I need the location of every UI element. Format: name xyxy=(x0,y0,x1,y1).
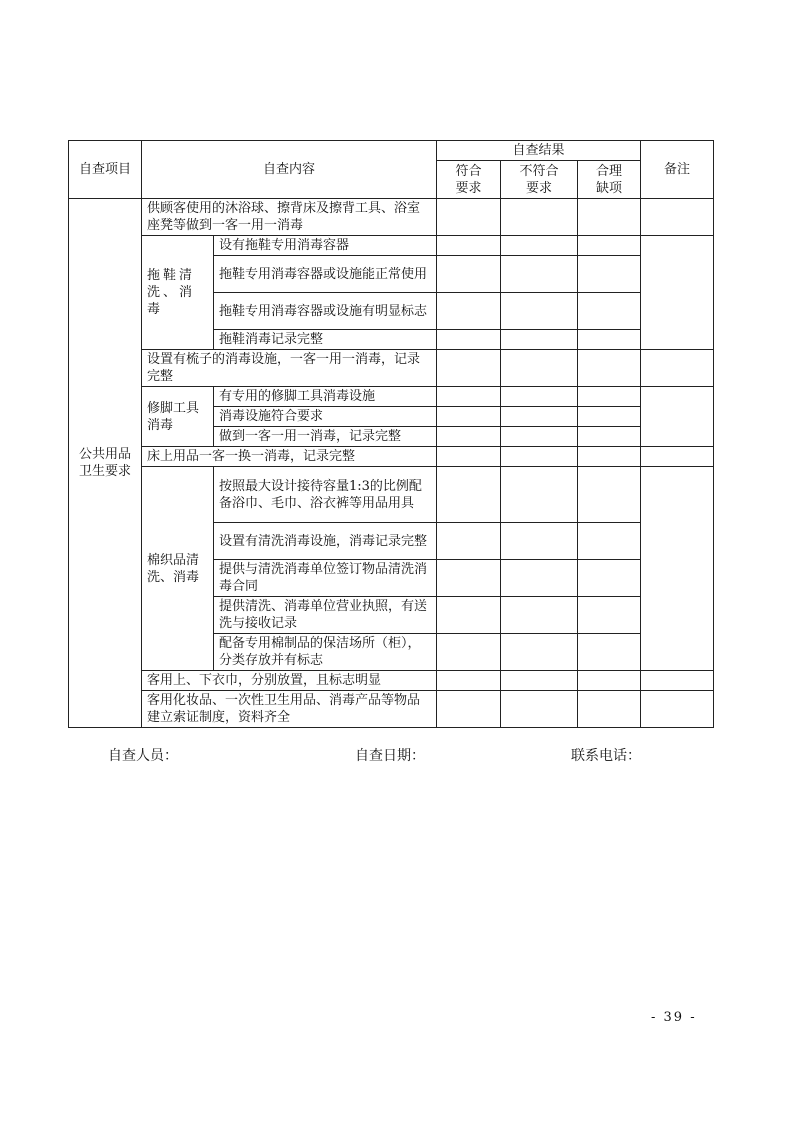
inspector-label: 自查人员： xyxy=(108,748,178,764)
cell-nonconform[interactable] xyxy=(501,199,578,236)
cell-conform[interactable] xyxy=(437,199,501,236)
cell-na[interactable] xyxy=(578,387,641,407)
cell-nonconform[interactable] xyxy=(501,407,578,427)
page-number: - 39 - xyxy=(651,1010,697,1025)
pedicure-item: 有专用的修脚工具消毒设施 xyxy=(214,387,437,407)
cell-nonconform[interactable] xyxy=(501,330,578,350)
slipper-item: 拖鞋消毒记录完整 xyxy=(214,330,437,350)
cell-na[interactable] xyxy=(578,293,641,330)
cell-na[interactable] xyxy=(578,256,641,293)
cell-nonconform[interactable] xyxy=(501,350,578,387)
cell-nonconform[interactable] xyxy=(501,427,578,447)
cell-na[interactable] xyxy=(578,467,641,523)
cell-na[interactable] xyxy=(578,634,641,671)
cell-nonconform[interactable] xyxy=(501,597,578,634)
cell-conform[interactable] xyxy=(437,671,501,691)
date-label: 自查日期： xyxy=(355,748,425,764)
header-result-na: 合理 缺项 xyxy=(578,161,641,199)
cell-nonconform[interactable] xyxy=(501,634,578,671)
row-guest-clothes: 客用上、下衣巾，分别放置，且标志明显 xyxy=(142,671,437,691)
cell-remark[interactable] xyxy=(641,236,714,350)
cell-remark[interactable] xyxy=(641,199,714,236)
cell-na[interactable] xyxy=(578,330,641,350)
cell-conform[interactable] xyxy=(437,634,501,671)
cell-nonconform[interactable] xyxy=(501,560,578,597)
cell-remark[interactable] xyxy=(641,350,714,387)
cell-conform[interactable] xyxy=(437,597,501,634)
cell-conform[interactable] xyxy=(437,330,501,350)
cell-na[interactable] xyxy=(578,523,641,560)
cell-nonconform[interactable] xyxy=(501,387,578,407)
cell-na[interactable] xyxy=(578,199,641,236)
cell-na[interactable] xyxy=(578,350,641,387)
cell-conform[interactable] xyxy=(437,467,501,523)
cell-conform[interactable] xyxy=(437,407,501,427)
cell-nonconform[interactable] xyxy=(501,256,578,293)
slipper-item: 设有拖鞋专用消毒容器 xyxy=(214,236,437,256)
cell-na[interactable] xyxy=(578,671,641,691)
linen-item: 提供清洗、消毒单位营业执照，有送洗与接收记录 xyxy=(214,597,437,634)
category-cell: 公共用品 卫生要求 xyxy=(69,199,142,728)
header-result-conform: 符合 要求 xyxy=(437,161,501,199)
cell-na[interactable] xyxy=(578,560,641,597)
linen-item: 配备专用棉制品的保洁场所（柜），分类存放并有标志 xyxy=(214,634,437,671)
cell-na[interactable] xyxy=(578,447,641,467)
cell-na[interactable] xyxy=(578,407,641,427)
cell-conform[interactable] xyxy=(437,387,501,407)
header-content: 自查内容 xyxy=(142,141,437,199)
cell-nonconform[interactable] xyxy=(501,691,578,728)
linen-item: 按照最大设计接待容量1:3的比例配备浴巾、毛巾、浴衣裤等用品用具 xyxy=(214,467,437,523)
pedicure-group-label: 修脚工具 消毒 xyxy=(142,387,214,447)
cell-nonconform[interactable] xyxy=(501,671,578,691)
cell-na[interactable] xyxy=(578,597,641,634)
cell-conform[interactable] xyxy=(437,447,501,467)
self-inspection-table xyxy=(68,140,714,728)
cell-na[interactable] xyxy=(578,427,641,447)
row-bath-tools: 供顾客使用的沐浴球、擦背床及擦背工具、浴室座凳等做到一客一用一消毒 xyxy=(142,199,437,236)
header-result: 自查结果 xyxy=(437,141,641,161)
cell-nonconform[interactable] xyxy=(501,293,578,330)
cell-nonconform[interactable] xyxy=(501,236,578,256)
cell-conform[interactable] xyxy=(437,256,501,293)
row-bedding: 床上用品一客一换一消毒，记录完整 xyxy=(142,447,437,467)
cell-remark[interactable] xyxy=(641,691,714,728)
cell-conform[interactable] xyxy=(437,427,501,447)
cell-conform[interactable] xyxy=(437,523,501,560)
slipper-group-label: 拖鞋清 洗、消毒 xyxy=(142,236,214,350)
cell-conform[interactable] xyxy=(437,293,501,330)
cell-conform[interactable] xyxy=(437,236,501,256)
row-cosmetics: 客用化妆品、一次性卫生用品、消毒产品等物品建立索证制度，资料齐全 xyxy=(142,691,437,728)
phone-label: 联系电话： xyxy=(571,748,641,764)
cell-na[interactable] xyxy=(578,236,641,256)
cell-remark[interactable] xyxy=(641,447,714,467)
linen-item: 提供与清洗消毒单位签订物品清洗消毒合同 xyxy=(214,560,437,597)
header-result-nonconform: 不符合 要求 xyxy=(501,161,578,199)
header-item: 自查项目 xyxy=(69,141,142,199)
linen-group-label: 棉织品清 洗、消毒 xyxy=(142,467,214,671)
cell-na[interactable] xyxy=(578,691,641,728)
cell-conform[interactable] xyxy=(437,691,501,728)
cell-conform[interactable] xyxy=(437,560,501,597)
cell-nonconform[interactable] xyxy=(501,447,578,467)
slipper-item: 拖鞋专用消毒容器或设施有明显标志 xyxy=(214,293,437,330)
cell-remark[interactable] xyxy=(641,387,714,447)
cell-remark[interactable] xyxy=(641,467,714,671)
header-remark: 备注 xyxy=(641,141,714,199)
cell-remark[interactable] xyxy=(641,671,714,691)
cell-nonconform[interactable] xyxy=(501,467,578,523)
linen-item: 设置有清洗消毒设施，消毒记录完整 xyxy=(214,523,437,560)
row-comb: 设置有梳子的消毒设施，一客一用一消毒，记录完整 xyxy=(142,350,437,387)
cell-nonconform[interactable] xyxy=(501,523,578,560)
slipper-item: 拖鞋专用消毒容器或设施能正常使用 xyxy=(214,256,437,293)
cell-conform[interactable] xyxy=(437,350,501,387)
pedicure-item: 消毒设施符合要求 xyxy=(214,407,437,427)
pedicure-item: 做到一客一用一消毒，记录完整 xyxy=(214,427,437,447)
